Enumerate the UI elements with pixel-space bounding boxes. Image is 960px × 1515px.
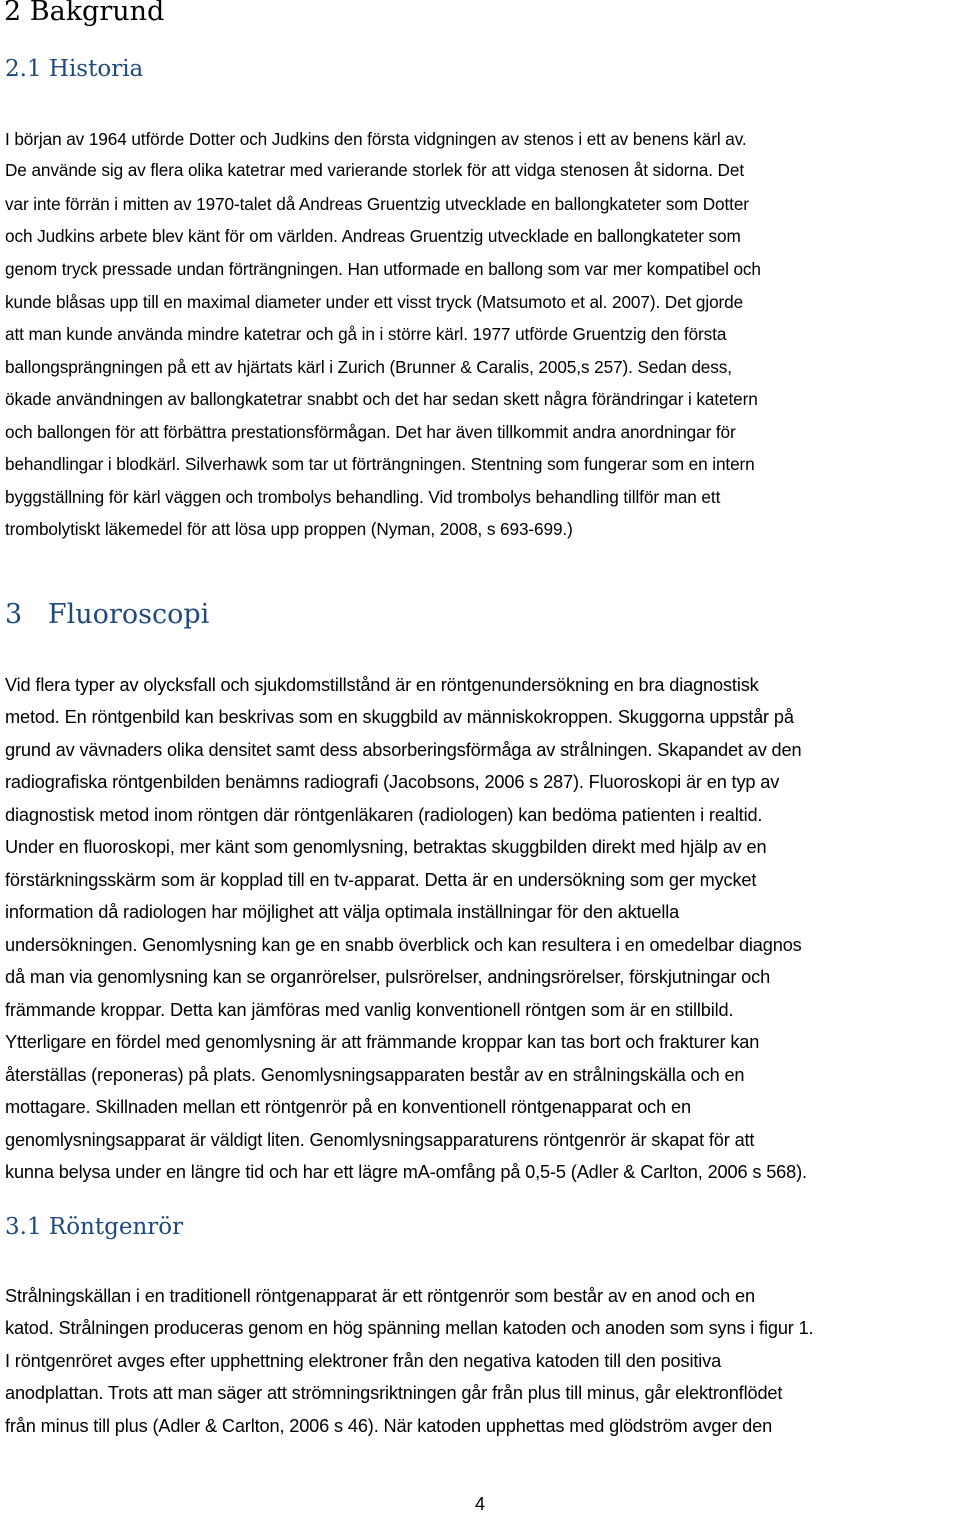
text-line: främmande kroppar. Detta kan jämföras med vanlig konventionell röntgen som är en stillbild. bbox=[5, 1000, 734, 1020]
text-line: genom tryck pressade undan förträngningen. Han utformade en ballong som var mer kompatibel och bbox=[5, 259, 761, 279]
text-line: ökade användningen av ballongkatetrar snabbt och det har sedan skett några förändringar i katetern bbox=[5, 389, 758, 409]
subsection-heading-rontgenror: 3.1 Röntgenrör bbox=[5, 1214, 184, 1240]
text-line: De använde sig av flera olika katetrar med varierande storlek för att vidga stenosen åt sidorna. Det bbox=[5, 160, 745, 180]
text-line: grund av vävnaders olika densitet samt dess absorberingsförmåga av strålningen. Skapandet av den bbox=[5, 740, 802, 760]
text-line: kunde blåsas upp till en maximal diameter under ett visst tryck (Matsumoto et al. 2007). Det gjorde bbox=[5, 292, 744, 312]
text-line: Ytterligare en fördel med genomlysning är att främmande kroppar kan tas bort och frakturer kan bbox=[5, 1032, 760, 1052]
text-line: var inte förrän i mitten av 1970-talet då Andreas Gruentzig utvecklade en ballongkateter som Dotter bbox=[5, 194, 749, 214]
text-line: behandlingar i blodkärl. Silverhawk som tar ut förträngningen. Stentning som fungerar som en intern bbox=[5, 454, 755, 474]
text-line: mottagare. Skillnaden mellan ett röntgenrör på en konventionell röntgenapparat och en bbox=[5, 1097, 691, 1117]
text-line: Strålningskällan i en traditionell röntgenapparat är ett röntgenrör som består av en anod och en bbox=[5, 1286, 755, 1306]
text-line: att man kunde använda mindre katetrar och gå in i större kärl. 1977 utförde Gruentzig den första bbox=[5, 324, 727, 344]
text-line: radiografiska röntgenbilden benämns radiografi (Jacobsons, 2006 s 287). Fluoroskopi är en typ av bbox=[5, 772, 780, 792]
text-line: I röntgenröret avges efter upphettning elektroner från den negativa katoden till den positiva bbox=[5, 1351, 722, 1371]
section-heading-bakgrund: 2 Bakgrund bbox=[4, 0, 165, 27]
text-line: genomlysningsapparat är väldigt liten. Genomlysningsapparaturens röntgenrör är skapat för att bbox=[5, 1130, 755, 1150]
text-line: förstärkningsskärm som är kopplad till en tv-apparat. Detta är en undersökning som ger mycket bbox=[5, 870, 757, 890]
text-line: trombolytiskt läkemedel för att lösa upp proppen (Nyman, 2008, s 693-699.) bbox=[5, 519, 573, 539]
text-line: undersökningen. Genomlysning kan ge en snabb överblick och kan resultera i en omedelbar diagnos bbox=[5, 935, 802, 955]
text-line: information då radiologen har möjlighet att välja optimala inställningar för den aktuella bbox=[5, 902, 680, 922]
text-line: ballongsprängningen på ett av hjärtats kärl i Zurich (Brunner & Caralis, 2005,s 257). Sedan dess, bbox=[5, 357, 732, 377]
text-line: Under en fluoroskopi, mer känt som genomlysning, betraktas skuggbilden direkt med hjälp av en bbox=[5, 837, 767, 857]
text-line: metod. En röntgenbild kan beskrivas som en skuggbild av människokroppen. Skuggorna uppstår på bbox=[5, 707, 794, 727]
text-line: från minus till plus (Adler & Carlton, 2006 s 46). När katoden upphettas med glödström avger den bbox=[5, 1416, 773, 1436]
text-line: och ballongen för att förbättra prestationsförmågan. Det har även tillkommit andra anordningar för bbox=[5, 422, 736, 442]
text-line: byggställning för kärl väggen och trombolys behandling. Vid trombolys behandling tillför man ett bbox=[5, 487, 721, 507]
text-line: I början av 1964 utförde Dotter och Judkins den första vidgningen av stenos i ett av benens kärl av. bbox=[5, 129, 747, 149]
text-line: och Judkins arbete blev känt för om världen. Andreas Gruentzig utvecklade en ballongkateter som bbox=[5, 226, 741, 246]
text-line: då man via genomlysning kan se organrörelser, pulsrörelser, andningsrörelser, förskjutningar och bbox=[5, 967, 771, 987]
text-line: katod. Strålningen produceras genom en hög spänning mellan katoden och anoden som syns i figur 1. bbox=[5, 1318, 814, 1338]
subsection-heading-historia: 2.1 Historia bbox=[5, 56, 144, 82]
section-heading-fluoroscopi: 3 Fluoroscopi bbox=[5, 599, 210, 630]
text-line: diagnostisk metod inom röntgen där röntgenläkaren (radiologen) kan bedöma patienten i realtid. bbox=[5, 805, 763, 825]
text-line: återställas (reponeras) på plats. Genomlysningsapparaten består av en strålningskälla och en bbox=[5, 1065, 745, 1085]
text-line: anodplattan. Trots att man säger att strömningsriktningen går från plus till minus, går elektronflödet bbox=[5, 1383, 783, 1403]
text-line: kunna belysa under en längre tid och har ett lägre mA-omfång på 0,5-5 (Adler & Carlton, 2006 s 568). bbox=[5, 1162, 807, 1182]
page-number: 4 bbox=[474, 1494, 485, 1514]
text-line: Vid flera typer av olycksfall och sjukdomstillstånd är en röntgenundersökning en bra diagnostisk bbox=[5, 675, 759, 695]
